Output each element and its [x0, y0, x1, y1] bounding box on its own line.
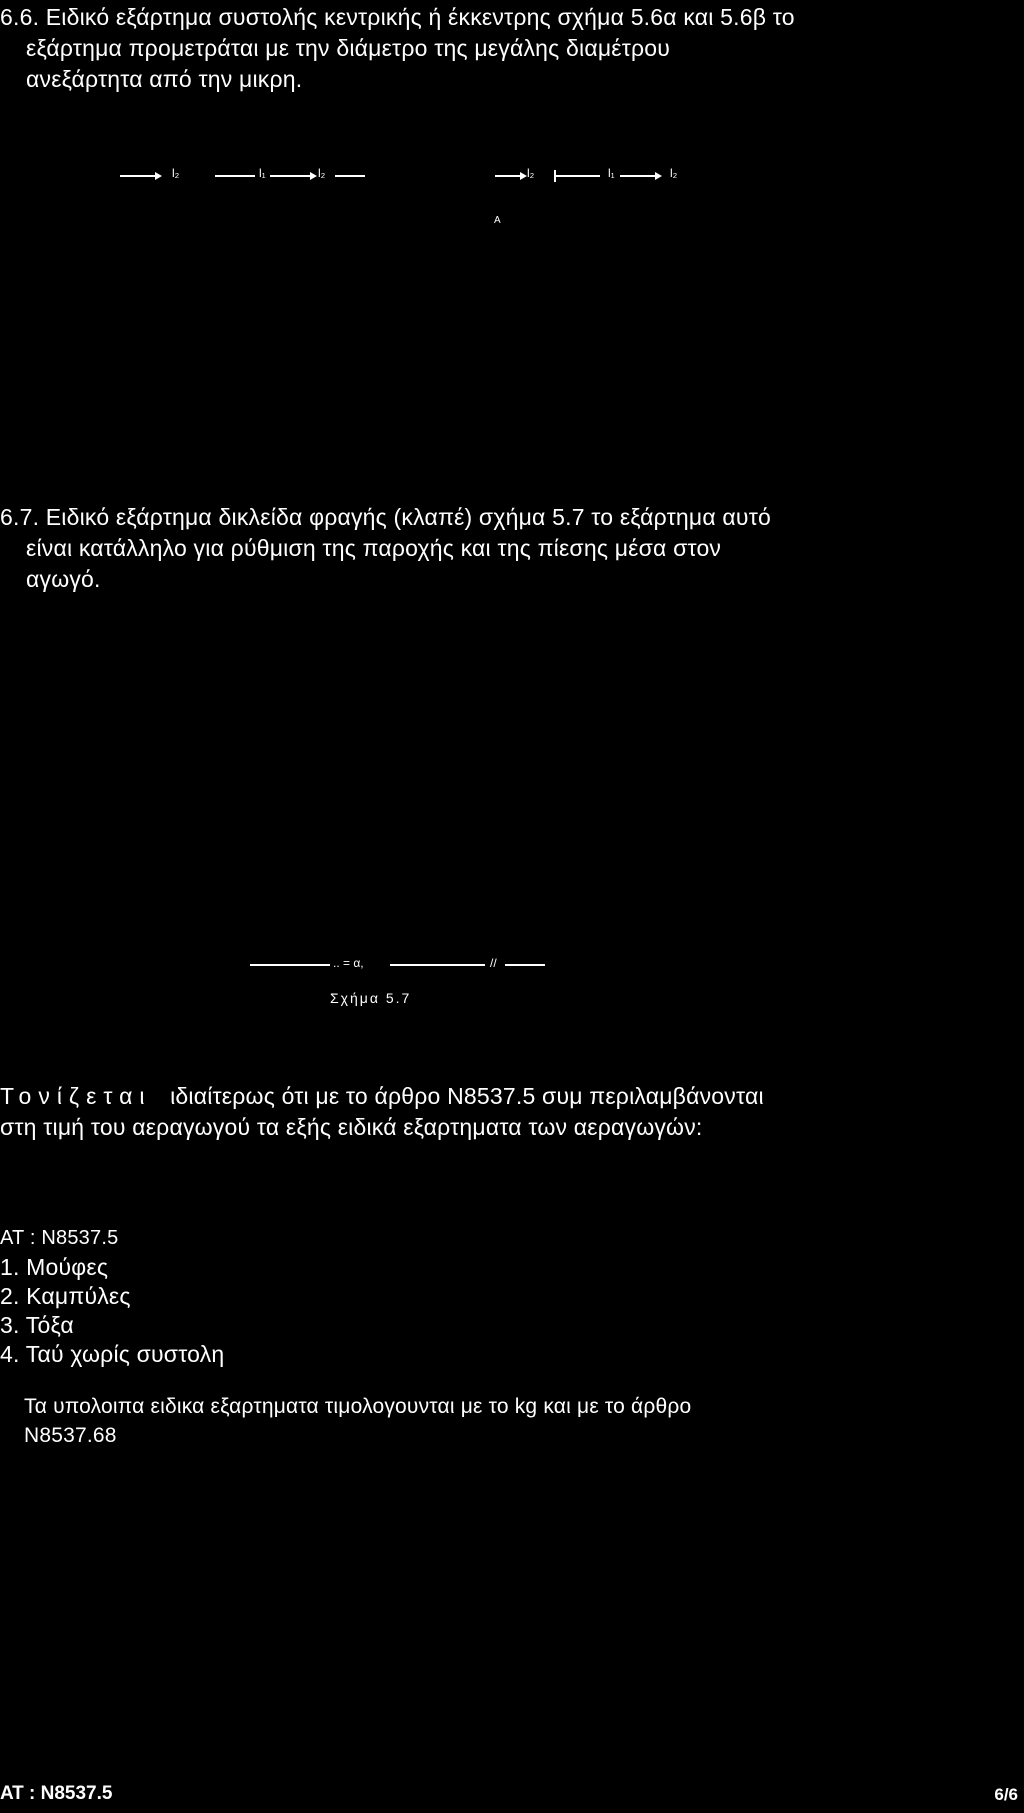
list-item: 2. Καμπύλες [0, 1283, 131, 1309]
fig56-caption-mark: A [494, 215, 501, 226]
list-item: 1. Μούφες [0, 1254, 109, 1280]
note-paragraph [0, 1081, 1020, 1143]
fig57-right-label: // [490, 956, 497, 970]
fig56-right-label-3: l₂ [670, 166, 678, 180]
section-6-7-line-1: 6.7. Ειδικό εξάρτημα δικλείδα φραγής (κλαπέ) σχήμα 5.7 το εξάρτημα αυτό [0, 504, 771, 530]
list-header: ΑΤ : Ν8537.5 [0, 1227, 119, 1249]
fig56-right-label-1: l₂ [527, 166, 535, 180]
section-6-7-line-2: είναι κατάλληλο για ρύθμιση της παροχής και της πίεσης μέσα στον [26, 535, 722, 561]
note-line-1-rest: ιδιαίτερως ότι με το άρθρο Ν8537.5 συμ περιλαμβάνονται [170, 1083, 764, 1109]
closing-paragraph [0, 1392, 1020, 1450]
closing-line-2: Ν8537.68 [24, 1424, 117, 1447]
section-6-7-line-3: αγωγό. [26, 566, 101, 592]
fig56-left-arrow-3 [310, 172, 317, 180]
fig56-left-label-2: l₁ [259, 166, 266, 180]
fig56-right-label-2: l₁ [608, 166, 615, 180]
fig56-left-label-1: l₂ [172, 166, 180, 180]
section-6-6-line-3: ανεξάρτητα από την μικρη. [26, 66, 303, 92]
fig57-dimension-label: .. = α, [333, 956, 364, 970]
footer-page-number: 6/6 [994, 1785, 1018, 1804]
figure-5-7-diagram [250, 955, 550, 975]
note-emphasis: Τονίζεται [0, 1083, 152, 1109]
fig56-left-arrow-1 [155, 172, 162, 180]
list-item: 3. Τόξα [0, 1312, 74, 1338]
list-item: 4. Ταύ χωρίς συστολη [0, 1341, 225, 1367]
closing-line-1: Τα υπολοιπα ειδικα εξαρτηματα τιμολογουνται με το kg και με το άρθρο [24, 1395, 692, 1418]
items-list [0, 1224, 600, 1369]
note-line-2: στη τιμή του αεραγωγού τα εξής ειδικά εξαρτηματα των αεραγωγών: [0, 1114, 703, 1140]
section-6-6-line-1: 6.6. Ειδικό εξάρτημα συστολής κεντρικής ή έκκεντρης σχήμα 5.6α και 5.6β το [0, 4, 795, 30]
fig56-right-arrow-1 [520, 172, 527, 180]
fig56-right-arrow-3 [655, 172, 662, 180]
section-6-6-line-2: εξάρτημα προμετράται με την διάμετρο της μεγάλης διαμέτρου [26, 35, 671, 61]
section-6-6-paragraph [0, 2, 1020, 95]
fig56-left-label-3: l₂ [318, 166, 326, 180]
section-6-7-paragraph [0, 502, 1020, 595]
fig57-caption: Σχήμα 5.7 [330, 990, 412, 1006]
footer-article-code: ΑΤ : Ν8537.5 [0, 1783, 113, 1804]
